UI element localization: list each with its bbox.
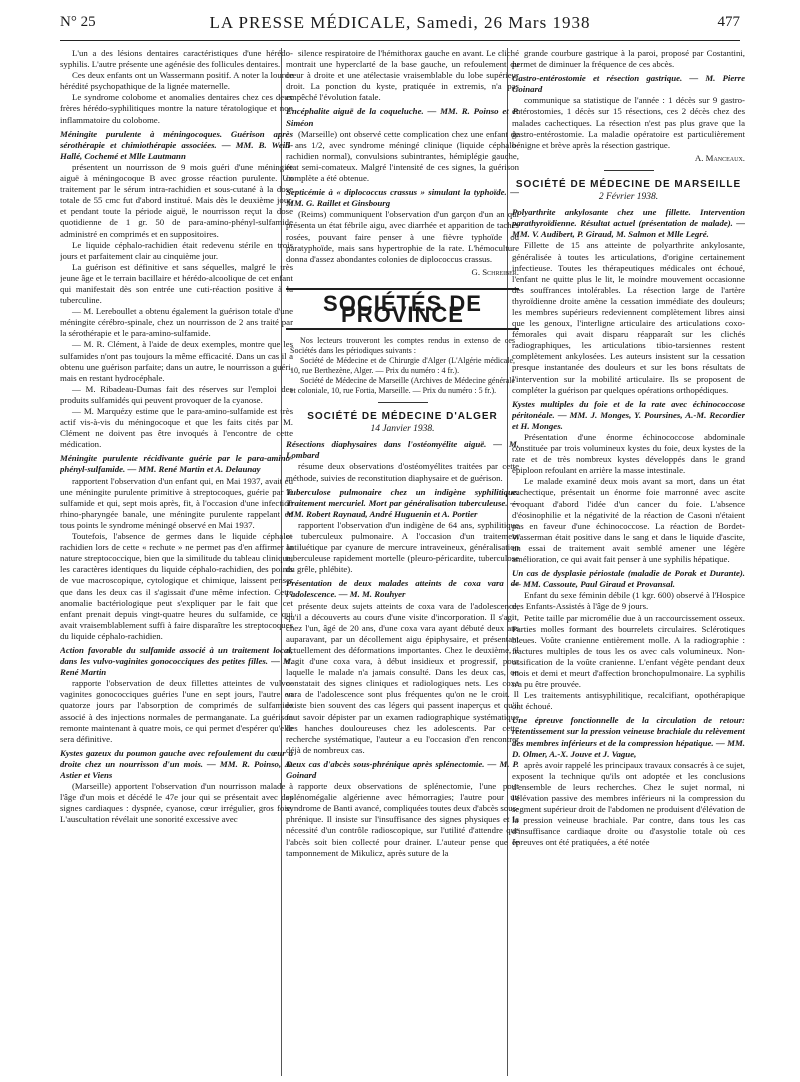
session-date: 2 Février 1938. — [598, 192, 659, 203]
paragraph: présente deux sujets atteints de coxa vara de l'adolescence, qu'il a découverts au cours d'une visite d'incorporation. Il s'agit, chez l'un, âgé de 20 ans, d'une coxa vara ayant débuté deux ans auparavant, par un décollement aigu épiphysaire, et présentant actuellement des déformations importantes. Chez le deuxième, il s'agit d'une coxa vara, à début insidieux et progressif, pour laquelle le malade n'a jamais consulté. Dans les deux cas, on constatait des signes cliniques et radiologiques nets. Les coxa vara de l'adolescence sont plus fréquentes qu'on ne le croit. Il existe bien souvent des cas légers qui passent inaperçus et qu'il faut savoir dépister par un examen radiographique systématique des hanches douloureuses chez les adolescents. Par cette recherche systématique, l'auteur a eu l'occasion d'en rencontrer déjà de nombreux cas. — [286, 600, 519, 755]
communication-title: Un cas de dysplasie périostale (maladie de Porak et Durante). — MM. Cassoute, Paul Giraud et Provansal. — [512, 568, 745, 590]
divider — [378, 402, 428, 403]
journal-title: LA PRESSE MÉDICALE, Samedi, 26 Mars 1938 — [209, 13, 591, 32]
communication-title: Méningite purulente à méningocoques. Guérison après sérothérapie et chimiothérapie associées. — MM. B. Weill-Hallé, Cochemé et Mlle Lautmann — [60, 128, 293, 161]
column-1 — [60, 48, 293, 1078]
note-paragraph: Société de Médecine et de Chirurgie d'Alger (L'Algérie médicale, 10, rue Berthezène, Alger. — Prix du numéro : 4 fr.). — [290, 356, 515, 376]
paragraph: Le liquide céphalo-rachidien était redevenu stérile en trois jours et parfaitement clair au cinquième jour. — [60, 239, 293, 261]
paragraph: Les traitements antisyphilitique, recalcifiant, opothérapique ont échoué. — [512, 690, 745, 712]
column-3-top — [512, 48, 745, 151]
paragraph: rapporte l'observation de deux fillettes atteintes de vulvo-vaginites gonococciques guéries l'une en sept jours, l'autre en quatorze jours par l'absorption de comprimés de sulfamide associé à des injections normales de permanganate. La guérison remonte maintenant à quatre mois, ce qui permet d'espérer qu'elle sera définitive. — [60, 678, 293, 744]
paragraph: Fillette de 15 ans atteinte de polyarthrite ankylosante, généralisée à toutes les articulations, d'origine certainement infectieuse. Toutes les thérapeutiques médicales ont échoué, l'enfant ne quitte plus le lit, le moindre mouvement occasionne des souffrances intolérables. La résection large de l'artère thyroïdienne droite amène la cessation immédiate des douleurs; les membres supérieurs redeviennent complètement libres ainsi que les genoux, l'interligne articulaire des articulations coxo-fémorales qui avait disparu réapparaît sur les clichés radiographiques, les articulations tibio-tarsiennes restent complètement ankylosées. Les auteurs insistent sur la cessation presque instantanée des douleurs et sur les bons résultats de l'intervention sur la mobilité articulaire. Ils se proposent de compléter la guérison par quelques opérations orthopédiques. — [512, 240, 745, 395]
paragraph: — M. Ribadeau-Dumas fait des réserves sur l'emploi des produits sulfamidés qui peuvent provoquer de la cyanose. — [60, 383, 293, 405]
paragraph: (Marseille) ont observé cette complication chez une enfant de 5 ans 1/2, avec syndrome méningé clinique (liquide céphalo-rachidien normal), convulsions subintrantes, hémiplégie gauche, état semi-comateux. Malgré l'intensité de ces signes, la guérison complète a été obtenue. — [286, 128, 519, 184]
paragraph: résume deux observations d'ostéomyélites traitées par cette méthode, suivies de reconstitution diaphysaire et de guérison. — [286, 461, 519, 483]
signature: G. Schreiber. — [471, 266, 519, 277]
column-2-top — [286, 48, 519, 265]
paragraph: rapportent l'observation d'un indigène de 64 ans, syphilitique et tuberculeux pulmonaire. A l'occasion d'un traitement antiluétique par cyanure de mercure intraveineux, généralisation tuberculeuse rapidement mortelle (pleuro-péricardite, tuberculose du grêle, phlébite). — [286, 519, 519, 575]
paragraph: rapporte deux observations de splénectomie, l'une pour splénomégalie algérienne avec hémorragies; l'autre pour un syndrome de Banti avancé, compliquées toutes deux d'abcès sous-phrénique. Il insiste sur l'insuffisance des signes physiques et la nécessité d'un contrôle radioscopique, sur l'utilité d'attendre que l'abcès soit bien collecté pour drainer. L'auteur pense que le tamponnement de Mikulicz, après suture de la — [286, 781, 519, 858]
paragraph: Le syndrome colobome et anomalies dentaires chez ces deux frères hérédo-syphilitiques montre la nature tératologique et non inflammatoire du colobome. — [60, 92, 293, 125]
column-2-bottom — [286, 439, 519, 858]
paragraph: Ces deux enfants ont un Wassermann positif. A noter la lourde hérédité psychopathique de la lignée maternelle. — [60, 70, 293, 92]
society-heading-alger: SOCIÉTÉ DE MÉDECINE D'ALGER — [307, 411, 498, 423]
communication-title: Présentation de deux malades atteints de coxa vara de l'adolescence. — M. M. Rouhyer — [286, 578, 519, 600]
paragraph: — M. Lereboullet a obtenu également la guérison totale d'une méningite cérébro-spinale, chez un nourrisson de 2 ans traité par la sérothérapie et le para-amino-sulfamide. — [60, 306, 293, 339]
divider — [604, 170, 654, 171]
column-3-bottom — [512, 207, 745, 848]
paragraph: communique sa statistique de l'année : 1 décès sur 9 gastro-entérostomies, 1 décès sur 15 résections, ces 2 décès chez des malades cachectiques. La résection n'est pas plus grave que la gastro-entérostomie. La maladie opératoire est particulièrement bénigne et brève après la résection gastrique. — [512, 95, 745, 150]
paragraph: Le malade examiné deux mois avant sa mort, dans un état cachectique, présentait un énorme foie marronné avec ascite évoquant d'abord l'idée d'un cancer du foie. L'absence d'éosinophilie et la négativité de la réaction de Casoni n'étaient pas en faveur d'une échinococcose. La réaction de Bordet-Wasserman était positive dans le sang et dans le liquide d'ascite, un essai de traitement avait semblé amener une légère amélioration, ce qui avait fait penser à une syphilis hépatique. — [512, 476, 745, 565]
communication-title: Gastro-entérostomie et résection gastrique. — M. Pierre Goinard — [512, 73, 745, 95]
communication-title: Action favorable du sulfamide associé à un traitement local, dans les vulvo-vaginites gonococciques des petites filles. — M. René Martin — [60, 644, 293, 678]
paragraph: — M. R. Clément, à l'aide de deux exemples, montre que les sulfamides n'ont pas toujours la même efficacité. Dans un cas il a obtenu une guérison parfaite; dans un autre, le nourrisson a guéri, mais en restant hydrocéphale. — [60, 339, 293, 383]
paragraph: présentent un nourrisson de 9 mois guéri d'une méningite aiguë à méningocoque B avec grosse réaction purulente. Un traitement par le sérum intra-rachidien et sous-cutané à la dose totale de 55 cmc fut d'abord institué. Mais dès le deuxième jour, et pendant toute la période aiguë, le nourrisson reçut la dose quotidienne de 1 gr. 50 de para-amino-phényl-sulfamide administré en comprimés et en suppositoires. — [60, 161, 293, 239]
communication-title: Kystes multiples du foie et de la rate avec échinococcose péritonéale. — MM. J. Monges, Y. Poursines, A.-M. Recordier et H. Monges. — [512, 398, 745, 431]
session-date: 14 Janvier 1938. — [370, 424, 435, 435]
editor-note — [290, 336, 515, 396]
paragraph: grande courbure gastrique à la paroi, proposé par Costantini, permet de diminuer la fréquence de ces abcès. — [512, 48, 745, 70]
paragraph: rapportent l'observation d'un enfant qui, en Mai 1937, avait eu une méningite purulente primitive à streptocoques, guérie par le sulfamide et qui, sept mois après, fit, à l'occasion d'une infection rhino-pharyngée banale, une méningite purulente rappelant en tous points le syndrome méningé observé en Mai 1937. — [60, 475, 293, 530]
paragraph: — M. Marquézy estime que le para-amino-sulfamide est très actif vis-à-vis du méningocoque et que les faits cités par M. Clément ne doivent pas être invoqués à l'encontre de cette médication. — [60, 406, 293, 450]
paragraph: Petite taille par micromélie due à un raccourcissement osseux. Parties molles formant des bourrelets circulaires. Sclérotiques bleues. Voûte cranienne entièrement molle. A la radiographie : fractures multiples de tous les os avec cals volumineux. Non-ossification de la voûte cranienne. L'enfant végète pendant deux mois et demi et meurt d'affection bronchopulmonaire. La syphilis n'a pu être prouvée. — [512, 612, 745, 690]
paragraph: Présentation d'une énorme échinococcose abdominale constituée par trois volumineux kystes du foie, deux kystes de la rate et de très nombreux kystes développés dans le grand épiploon refoulant en arrière la masse intestinale. — [512, 432, 745, 476]
communication-title: Résections diaphysaires dans l'ostéomyélite aiguë. — M. Lombard — [286, 439, 519, 461]
communication-title: Méningite purulente récidivante guérie par le para-amino-phényl-sulfamide. — MM. René Martin et A. Delaunay — [60, 453, 293, 475]
paragraph: Enfant du sexe féminin débile (1 kgr. 600) observé à l'Hospice des Enfants-Assistés à l'âge de 9 jours. — [512, 590, 745, 612]
note-paragraph: Société de Médecine de Marseille (Archives de Médecine générale et coloniale, 10, rue Fortia, Marseille. — Prix du numéro : 5 fr.). — [290, 376, 515, 396]
society-heading-marseille: SOCIÉTÉ DE MÉDECINE DE MARSEILLE — [515, 178, 742, 190]
communication-title: Polyarthrite ankylosante chez une fillette. Intervention parathyroïdienne. Résultat actuel (présentation de malade). — MM. V. Audibert, P. Giraud, M. Salmon et Mlle Legré. — [512, 207, 745, 240]
communication-title: Tuberculose pulmonaire chez un indigène syphilitique. Traitement mercuriel. Mort par généralisation tuberculeuse. — MM. Robert Raynaud, André Huguenin et A. Portier — [286, 486, 519, 519]
paragraph: Toutefois, l'absence de germes dans le liquide céphalo-rachidien lors de cette « rechute » ne permet pas d'en affirmer la nature streptococcique, bien que la similitude du tableau clinique, les caractères identiques du liquide céphalo-rachidien, des points de vue macroscopique, cytologique et chimique, laissent penser que dans les deux cas il s'agissait d'une même infection. Cette anomalie bactériologique peut s'expliquer par le fait que cet enfant prenait depuis vingt-quatre heures du sulfamide, ce qui avait vraisemblablement suffi à faire disparaître les streptocoques du liquide céphalo-rachidien. — [60, 531, 293, 641]
paragraph: après avoir rappelé les principaux travaux consacrés à ce sujet, exposent la technique qu'ils ont adoptée et les conclusions d'ensemble de leurs recherches. Chez le sujet normal, ni l'élévation passive des membres inférieurs ni la compression du segment supérieur droit de l'abdomen ne produisent d'élévation de la pression veineuse brachiale. Par contre, dans tous les cas d'insuffisance cardiaque droite ou d'asystolie totale où ces épreuves ont été pratiquées, a été notée — [512, 759, 745, 848]
paragraph: (Marseille) apportent l'observation d'un nourrisson malade à l'âge d'un mois et décédé le 47e jour qui se présentait avec des signes cardiaques : dyspnée, cyanose, cœur irrégulier, gros foie. L'auscultation révélait une sonorité excessive avec — [60, 781, 293, 825]
paragraph: La guérison est définitive et sans séquelles, malgré le très jeune âge et le terrain bacillaire et hérédo-alcoolique de cet enfant qui manifestait dès son entrée une cuti-réaction positive à la tuberculine. — [60, 261, 293, 306]
signature: A. Manceaux. — [694, 152, 745, 163]
communication-title: Septicémie à « diplococcus crassus » simulant la typhoïde. — MM. G. Raillet et Ginsbourg — [286, 187, 519, 209]
column-3 — [512, 48, 745, 1078]
issue-number: N° 25 — [60, 14, 96, 30]
paragraph: (Reims) communiquent l'observation d'un garçon d'un an qui présenta un état fébrile aigu, avec diarrhée et apparition de taches rosées, pouvant faire penser à une fièvre typhoïde ou paratyphoïde, mais sans hypertrophie de la rate. L'hémoculture donna d'assez abondantes colonies de diplococcus crassus. — [286, 209, 519, 264]
page-number: 477 — [717, 14, 740, 30]
communication-title: Encéphalite aiguë de la coqueluche. — MM. R. Poinso et P. Siméon — [286, 106, 519, 128]
page-header — [60, 8, 740, 41]
column-2 — [286, 48, 519, 1078]
communication-title: Kystes gazeux du poumon gauche avec refoulement du cœur à droite chez un nourrisson d'un mois. — MM. R. Poinso, A. Astier et Viens — [60, 747, 293, 780]
communication-title: Une épreuve fonctionnelle de la circulation de retour: retentissement sur la pression veineuse brachiale du relèvement des membres inférieurs et de la compression hépatique. — MM. D. Olmer, A.-X. Jouve et J. Vague, — [512, 715, 745, 759]
paragraph: L'un a des lésions dentaires caractéristiques d'une hérédo-syphilis. L'autre présente une agénésie des follicules dentaires. — [60, 48, 293, 70]
note-paragraph: Nos lecteurs trouveront les comptes rendus in extenso de ces Sociétés dans les périodiques suivants : — [290, 336, 515, 356]
paragraph: silence respiratoire de l'hémithorax gauche en avant. Le cliché montrait une hyperclarté de la base gauche, un refoulement du cœur à droite et une atélectasie vraisemblable du lobe supérieur droit. La ponction du kyste, pratiquée in extremis, n'a pas empêché l'évolution fatale. — [286, 48, 519, 103]
section-title-provinces: SOCIÉTÉS DE PROVINCE — [286, 288, 519, 330]
communication-title: Deux cas d'abcès sous-phrénique après splénectomie. — M. P. Goinard — [286, 758, 519, 780]
